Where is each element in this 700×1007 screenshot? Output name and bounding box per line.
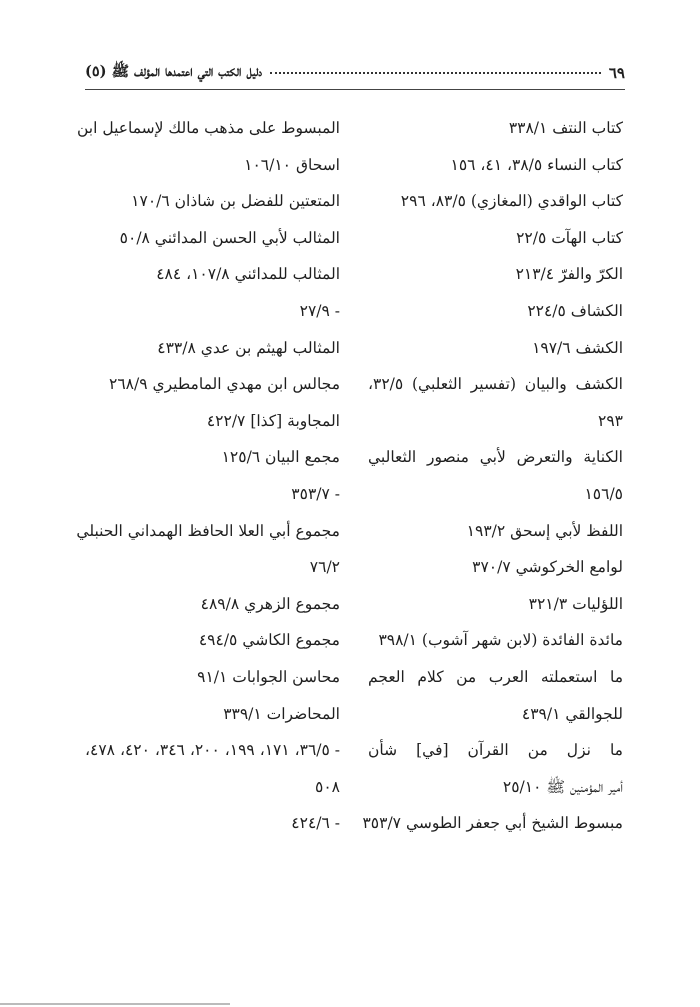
index-entry-continuation: - ٣٥٣/٧ [291,484,340,503]
index-entry-continuation: ١٥٦/٥ [584,484,623,503]
scan-edge [0,1003,230,1005]
index-entry: مجموع أبي العلا الحافظ الهمداني الحنبلي [76,521,340,540]
index-entry: المبسوط على مذهب مالك لإسماعيل ابن [76,119,340,137]
index-entry-continuation: - ٤٢٤/٦ [291,814,340,833]
index-column-right [362,110,623,842]
index-entry: مجالس ابن مهدي المامطيري ٢٦٨/٩ [109,375,340,394]
index-entry-continuation: ٢٩٣ [598,411,623,430]
header-rule [85,89,625,90]
index-entry: ما نزل من القرآن [في] شأن [368,741,623,760]
index-entry: الكشف والبيان (تفسير الثعلبي) ٣٢/٥، [368,375,623,394]
index-entry: مجموع الكاشي ٤٩٤/٥ [198,631,340,650]
index-entry: كتاب النتف ٣٣٨/١ [508,119,623,137]
index-entry: المحاضرات ٣٣٩/١ [223,704,340,723]
index-entry: المثالب لأبي الحسن المدائني ٥٠/٨ [119,228,340,247]
index-entry: ما استعملته العرب من كلام العجم [368,667,623,686]
index-entry-continuation: للجوالقي ٤٣٩/١ [521,704,623,723]
index-entry: لوامع الخركوشي ٣٧٠/٧ [472,558,623,577]
header-title: دليل الكتب التي اعتمدها المؤلف ﷺ (٥) [85,62,263,80]
index-entry: المثالب للمدائني ١٠٧/٨، ٤٨٤ [156,265,340,284]
index-column-left [76,110,341,842]
index-entry: مائدة الفائدة (لابن شهر آشوب) ٣٩٨/١ [378,631,623,650]
index-entry-continuation: أمير المؤمنين ﷺ ٢٥/١٠ [502,777,623,796]
index-entry-continuation: - ٣٦/٥، ١٧١، ١٩٩، ٢٠٠، ٣٤٦، ٤٢٠، ٤٧٨، [85,741,341,760]
index-entry: الكشف ١٩٧/٦ [532,338,623,357]
index-entry: الكشاف ٢٢٤/٥ [527,301,623,320]
index-entry-continuation: اسحاق ١٠٦/١٠ [244,155,340,174]
index-entry: المثالب لهيثم بن عدي ٤٣٣/٨ [157,338,340,357]
index-entry: كتاب الواقدي (المغازي) ٨٣/٥، ٢٩٦ [400,192,623,211]
index-entry: محاسن الجوابات ٩١/١ [197,667,340,686]
index-entry: المجاوبة [كذا] ٤٢٢/٧ [206,411,340,430]
index-entry: كتاب الهآت ٢٢/٥ [516,228,623,247]
index-entry-continuation: - ٢٧/٩ [299,301,340,320]
index-entry: الكناية والتعرض لأبي منصور الثعالبي [368,448,623,467]
running-header [85,58,625,88]
index-entry: مجمع البيان ١٢٥/٦ [221,448,340,467]
index-entry: الكرّ والفرّ ٢١٣/٤ [515,265,623,284]
index-entry: مجموع الزهري ٤٨٩/٨ [200,594,340,613]
index-entry: اللؤليات ٣٢١/٣ [528,594,623,613]
header-dot-leader [270,58,601,74]
index-entry: المتعتين للفضل بن شاذان ١٧٠/٦ [131,192,340,211]
index-entry-continuation: ٥٠٨ [315,777,340,796]
index-entry: مبسوط الشيخ أبي جعفر الطوسي ٣٥٣/٧ [362,814,623,833]
index-entry: كتاب النساء ٣٨/٥، ٤١، ١٥٦ [450,155,623,174]
index-entry: اللفظ لأبي إسحق ١٩٣/٢ [466,521,623,540]
index-entry-continuation: ٧٦/٢ [309,558,340,577]
page-number: ٦٩ [608,64,625,82]
